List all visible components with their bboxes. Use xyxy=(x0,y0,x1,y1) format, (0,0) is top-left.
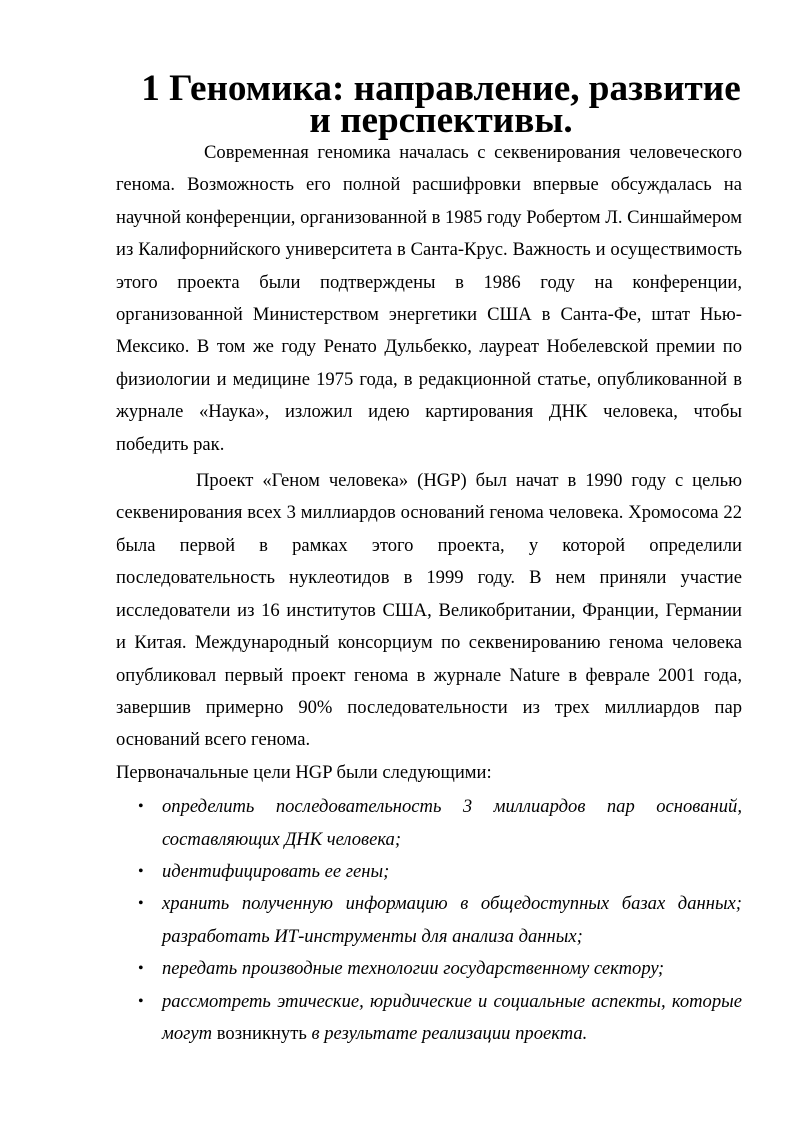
paragraph-genomics-history: Современная геномика началась с секвенирования человеческого генома. Возможность его полной расшифровки впервые обсуждалась на научной конференции, организованной в 1985 году Робертом Л. Синшаймером из Калифорнийского университета в Санта-Крус. Важность и осуществимость этого проекта были подтверждены в 1986 году на конференции, организованной Министерством энергетики США в Санта-Фе, штат Нью-Мексико. В том же году Ренато Дульбекко, лауреат Нобелевской премии по физиологии и медицине 1975 года, в редакционной статье, опубликованной в журнале «Наука», изложил идею картирования ДНК человека, чтобы победить рак. xyxy=(116,142,742,455)
goals-list xyxy=(116,791,742,1050)
bullet-icon: • xyxy=(138,798,144,816)
bullet-icon: • xyxy=(138,862,144,880)
goal-text: идентифицировать ее гены; xyxy=(162,860,390,882)
goal-text-part3: в результате реализации проекта. xyxy=(306,1022,588,1044)
list-item xyxy=(116,953,742,985)
list-item xyxy=(116,856,742,888)
goal-text: хранить полученную информацию в общедоступных базах данных; разработать ИТ-инструменты для анализа данных; xyxy=(162,893,742,947)
bullet-icon: • xyxy=(138,960,144,978)
goal-text: определить последовательность 3 миллиардов пар оснований, составляющих ДНК человека; xyxy=(162,796,742,850)
document-page xyxy=(116,68,742,1050)
list-item xyxy=(116,888,742,953)
list-item xyxy=(116,791,742,856)
bullet-icon: • xyxy=(138,895,144,913)
bullet-icon: • xyxy=(138,992,144,1010)
goals-intro: Первоначальные цели HGP были следующими: xyxy=(116,761,492,783)
goal-text-part1: рассмотреть этические, юридические и социальные аспекты, которые могут xyxy=(162,990,742,1044)
paragraph-hgp: Проект «Геном человека» (HGP) был начат в 1990 году с целью секвенирования всех 3 миллиардов оснований генома человека. Хромосома 22 была первой в рамках этого проекта, у которой определили последовательность нуклеотидов в 1999 году. В нем приняли участие исследователи из 16 институтов США, Великобритании, Франции, Германии и Китая. Международный консорциум по секвенированию генома человека опубликовал первый проект генома в журнале Nature в феврале 2001 года, завершив примерно 90% последовательности из трех миллиардов пар оснований всего генома. xyxy=(116,470,742,751)
list-item xyxy=(116,986,742,1051)
goal-text: передать производные технологии государственному сектору; xyxy=(162,958,665,980)
goal-text-part2: возникнуть xyxy=(216,1022,307,1044)
section-heading: 1 Геномика: направление, развитие и перспективы. xyxy=(141,68,741,141)
